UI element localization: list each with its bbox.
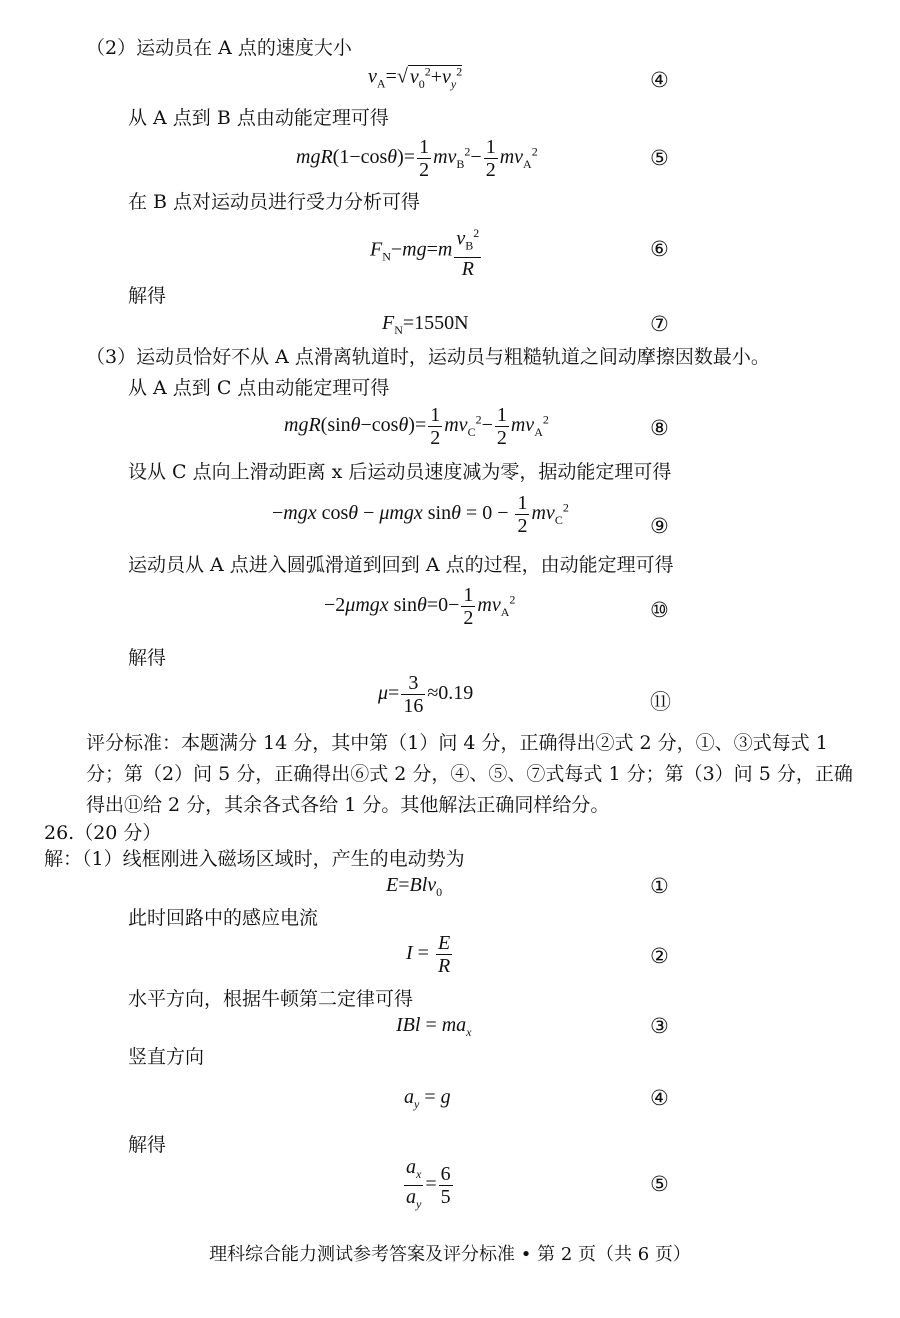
equation-number: ⑩ xyxy=(650,598,669,622)
text-line: 从 A 点到 B 点由动能定理可得 xyxy=(128,107,389,129)
solve-label: 解得 xyxy=(128,647,167,669)
equation-number: ⑦ xyxy=(650,312,669,336)
equation-number: ⑪ xyxy=(650,690,671,714)
equation-number: ⑨ xyxy=(650,514,669,538)
equation-7: $F_N=1550N$ xyxy=(382,312,469,337)
equation-number: ③ xyxy=(650,1014,669,1038)
equation-number: ⑧ xyxy=(650,416,669,440)
equation-10: −2μmgx sinθ=0− $\frac{1}{2}$ $mv_A^2$ xyxy=(324,584,516,629)
equation-4: $v_A=√$ $v_0^2+v_y^2$ xyxy=(368,64,463,91)
part2-heading: （2）运动员在 A 点的速度大小 xyxy=(86,37,352,59)
scoring-standard: 评分标准：本题满分 14 分，其中第（1）问 4 分，正确得出②式 2 分，①、③式每式 1 分；第（2）问 5 分，正确得出⑥式 2 分，④、⑤、⑦式每式 1 分；第（3）问 5 分，正确得出⑪给 2 分，其余各式各给 1 分。其他解法正确同样给分。 xyxy=(86,732,853,816)
equation-number: ④ xyxy=(650,68,669,92)
equation-26-3: IBl = $ma_x$ xyxy=(396,1014,472,1039)
equation-26-4: $a_y = g$ xyxy=(404,1086,451,1111)
text-line: 水平方向，根据牛顿第二定律可得 xyxy=(128,988,414,1010)
equation-number: ① xyxy=(650,874,669,898)
equation-26-2: I = $\frac{E}{R}$ xyxy=(406,932,451,977)
equation-number: ⑥ xyxy=(650,237,669,261)
part3-heading: （3）运动员恰好不从 A 点滑离轨道时，运动员与粗糙轨道之间动摩擦因数最小。 xyxy=(86,346,770,368)
equation-8: mgR(sinθ−cosθ)= $\frac{1}{2}$ $mv_C^2-$ $\frac{1}{2}$ $mv_A^2$ xyxy=(284,404,549,449)
question-26-heading: 26.（20 分） xyxy=(44,822,162,844)
text-line: 运动员从 A 点进入圆弧滑道到回到 A 点的过程，由动能定理可得 xyxy=(128,554,674,576)
equation-5: mgR(1−cosθ)= $\frac{1}{2}$ $mv_B^2-$ $\frac{1}{2}$ $mv_A^2$ xyxy=(296,136,538,181)
equation-6: $F_N-mg=m$ $\frac{v_B^2}{R}$ xyxy=(370,222,483,280)
equation-number: ⑤ xyxy=(650,1172,669,1196)
equation-26-5: $\frac{a_x}{a_y}$ = $\frac{6}{5}$ xyxy=(406,1156,451,1211)
text-line: 竖直方向 xyxy=(128,1046,205,1068)
solve-label: 解得 xyxy=(128,1134,167,1156)
text-line: 从 A 点到 C 点由动能定理可得 xyxy=(128,377,390,399)
equation-9: −mgx cosθ − μmgx sinθ = 0 − $\frac{1}{2}$ $mv_C^2$ xyxy=(272,492,569,537)
text-line: 解：（1）线框刚进入磁场区域时，产生的电动势为 xyxy=(44,848,465,870)
equation-number: ④ xyxy=(650,1086,669,1110)
equation-number: ② xyxy=(650,944,669,968)
page-footer: 理科综合能力测试参考答案及评分标准 • 第 2 页（共 6 页） xyxy=(209,1244,691,1265)
solve-label: 解得 xyxy=(128,285,167,307)
equation-11: μ= $\frac{3}{16}$ ≈0.19 xyxy=(378,672,474,717)
text-line: 此时回路中的感应电流 xyxy=(128,907,319,929)
equation-26-1: E=Blv$_0$ xyxy=(386,874,443,899)
equation-number: ⑤ xyxy=(650,146,669,170)
text-line: 在 B 点对运动员进行受力分析可得 xyxy=(128,191,421,213)
text-line: 设从 C 点向上滑动距离 x 后运动员速度减为零，据动能定理可得 xyxy=(128,461,672,483)
